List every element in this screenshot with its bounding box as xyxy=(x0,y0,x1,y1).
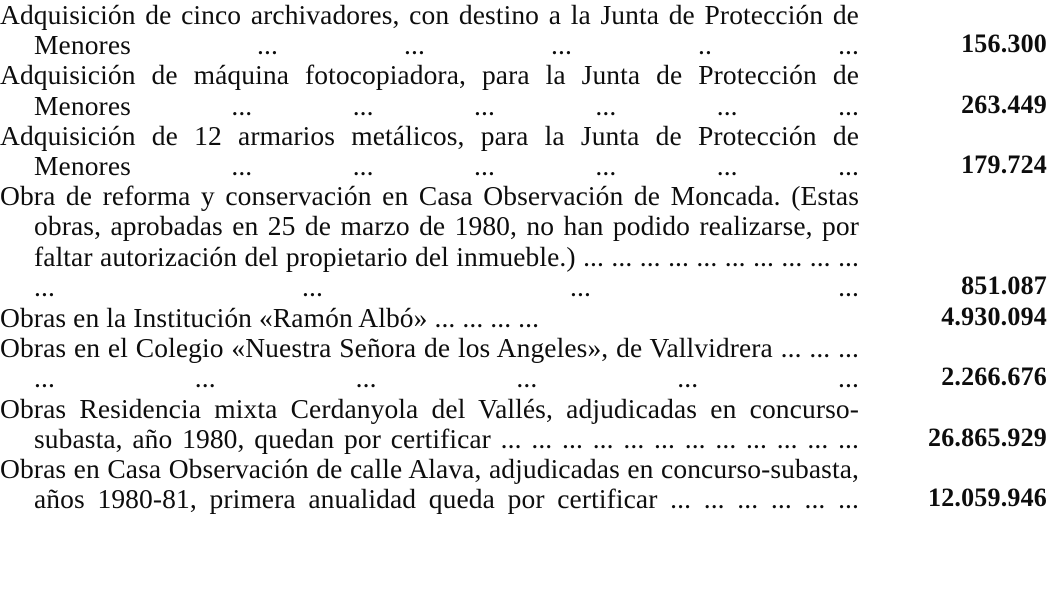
entry-amount: 2.266.676 xyxy=(941,362,1047,392)
list-item xyxy=(0,181,1047,302)
entry-description: Obras en Casa Observación de calle Alava, adjudicadas en concurso-subasta, años 1980-81, primera anualidad queda por certificar ... ... ... ... ... ... xyxy=(0,453,859,515)
entry-description: Obras en la Institución «Ramón Albó» ... ... ... ... xyxy=(0,302,540,334)
list-item xyxy=(0,302,1047,333)
entry-amount: 156.300 xyxy=(961,29,1047,59)
entry-description: Obras Residencia mixta Cerdanyola del Vallés, adjudicadas en concurso-subasta, año 1980, quedan por certificar ... ... ... ... ... ... ... ... ... ... ... ... xyxy=(0,392,859,454)
entry-amount: 26.865.929 xyxy=(928,422,1047,452)
entry-description: Adquisición de máquina fotocopiadora, para la Junta de Protección de Menores ... ... ... ... ... ... xyxy=(0,59,859,121)
entry-amount: 4.930.094 xyxy=(941,302,1047,332)
entry-amount: 179.724 xyxy=(961,150,1047,180)
entry-description: Adquisición de 12 armarios metálicos, para la Junta de Protección de Menores ... ... ... ... ... ... xyxy=(0,119,859,182)
list-item xyxy=(0,454,1047,514)
entry-amount: 851.087 xyxy=(961,270,1047,300)
list-item xyxy=(0,333,1047,393)
entry-description: Obra de reforma y conservación en Casa Observación de Moncada. (Estas obras, aprobadas en 25 de marzo de 1980, no han podido realizarse, por faltar autorización del propietario del inmueble.) ... ... ... ... ... ... ... ... ... ... ... ... ... ... xyxy=(0,180,859,302)
list-item xyxy=(0,60,1047,120)
entry-amount: 12.059.946 xyxy=(928,483,1047,513)
list-item xyxy=(0,121,1047,181)
list-item xyxy=(0,394,1047,454)
entry-amount: 263.449 xyxy=(961,89,1047,119)
entry-description: Adquisición de cinco archivadores, con destino a la Junta de Protección de Menores ... ... ... .. ... xyxy=(0,0,859,61)
list-item xyxy=(0,0,1047,60)
entry-description: Obras en el Colegio «Nuestra Señora de los Angeles», de Vallvidrera ... ... ... ... ... ... ... ... ... xyxy=(0,332,859,394)
